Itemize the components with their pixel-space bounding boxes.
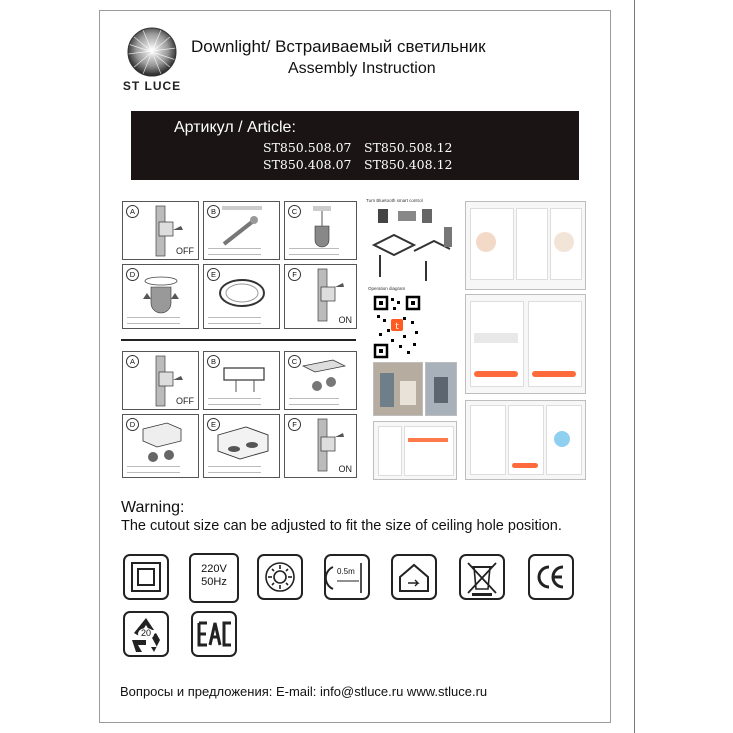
step-top-e [203, 264, 280, 329]
eac-icon [190, 610, 238, 658]
step-letter: A [126, 355, 139, 368]
step-note-line [289, 398, 339, 405]
step-note-line [208, 398, 261, 405]
step-caption: ON [338, 464, 352, 474]
step-letter: F [288, 268, 301, 281]
step-letter: D [126, 418, 139, 431]
article-code: ST850.408.12 [364, 157, 453, 172]
step-note-line [208, 317, 261, 324]
frequency-value: 50Hz [201, 576, 227, 588]
step-letter: C [288, 205, 301, 218]
step-top-d [122, 264, 199, 329]
recycle-icon [122, 610, 170, 658]
step-letter: A [126, 205, 139, 218]
room-photo-2 [425, 362, 457, 416]
logo-sphere-icon [121, 24, 183, 80]
room-photo-1 [373, 362, 423, 416]
voltage-icon [189, 553, 239, 603]
bluetooth-note: Turn Bluetooth smart control [366, 198, 423, 203]
page-edge [634, 0, 635, 733]
step-bottom-b [203, 351, 280, 410]
article-code: ST850.408.07 [263, 157, 352, 172]
warning-title: Warning: [121, 499, 185, 516]
step-bottom-c [284, 351, 357, 410]
step-letter: E [207, 418, 220, 431]
section-divider [121, 339, 356, 341]
contact-info: Вопросы и предложения: E-mail: info@stluce.ru www.stluce.ru [120, 684, 488, 699]
brand-name: ST LUCE [122, 79, 182, 93]
smart-control-diagram [366, 205, 458, 285]
step-bottom-a [122, 351, 199, 410]
warning-text: The cutout size can be adjusted to fit the size of ceiling hole position. [121, 518, 562, 534]
operation-note: Operation diagram [368, 286, 406, 291]
step-letter: B [207, 205, 220, 218]
recycle-number: 20 [138, 628, 154, 640]
step-caption: OFF [176, 246, 194, 256]
step-bottom-d [122, 414, 199, 478]
step-letter: C [288, 355, 301, 368]
article-code: ST850.508.12 [364, 140, 453, 155]
app-screenshot-1 [465, 201, 586, 290]
step-top-f [284, 264, 357, 329]
step-note-line [127, 466, 180, 473]
step-note-line [289, 248, 339, 255]
distance-value: 0.5m [337, 567, 355, 576]
app-screenshot-2 [465, 294, 586, 394]
dimmable-icon [256, 553, 304, 601]
step-letter: E [207, 268, 220, 281]
article-codes [263, 139, 465, 173]
article-label: Артикул / Article: [174, 119, 296, 136]
article-banner [131, 111, 579, 180]
step-bottom-f [284, 414, 357, 478]
weee-icon [458, 553, 506, 601]
document-subtitle: Assembly Instruction [288, 60, 436, 77]
step-top-c [284, 201, 357, 260]
step-top-a [122, 201, 199, 260]
step-note-line [208, 466, 261, 473]
document-title: Downlight/ Встраиваемый светильник [191, 37, 486, 56]
step-letter: D [126, 268, 139, 281]
step-note-line [127, 317, 180, 324]
distance-icon [323, 553, 371, 601]
step-bottom-e [203, 414, 280, 478]
app-screenshot-4 [465, 400, 586, 480]
class-ii-icon [122, 553, 170, 601]
app-screenshot-3 [373, 421, 457, 480]
step-letter: F [288, 418, 301, 431]
svg-text:t: t [395, 322, 399, 332]
article-code: ST850.508.07 [263, 140, 352, 155]
qr-code-icon [373, 295, 421, 359]
step-top-b [203, 201, 280, 260]
step-caption: ON [338, 315, 352, 325]
indoor-icon [390, 553, 438, 601]
step-caption: OFF [176, 396, 194, 406]
ce-icon [527, 553, 575, 601]
voltage-value: 220V [201, 563, 227, 575]
step-note-line [208, 248, 261, 255]
step-letter: B [207, 355, 220, 368]
